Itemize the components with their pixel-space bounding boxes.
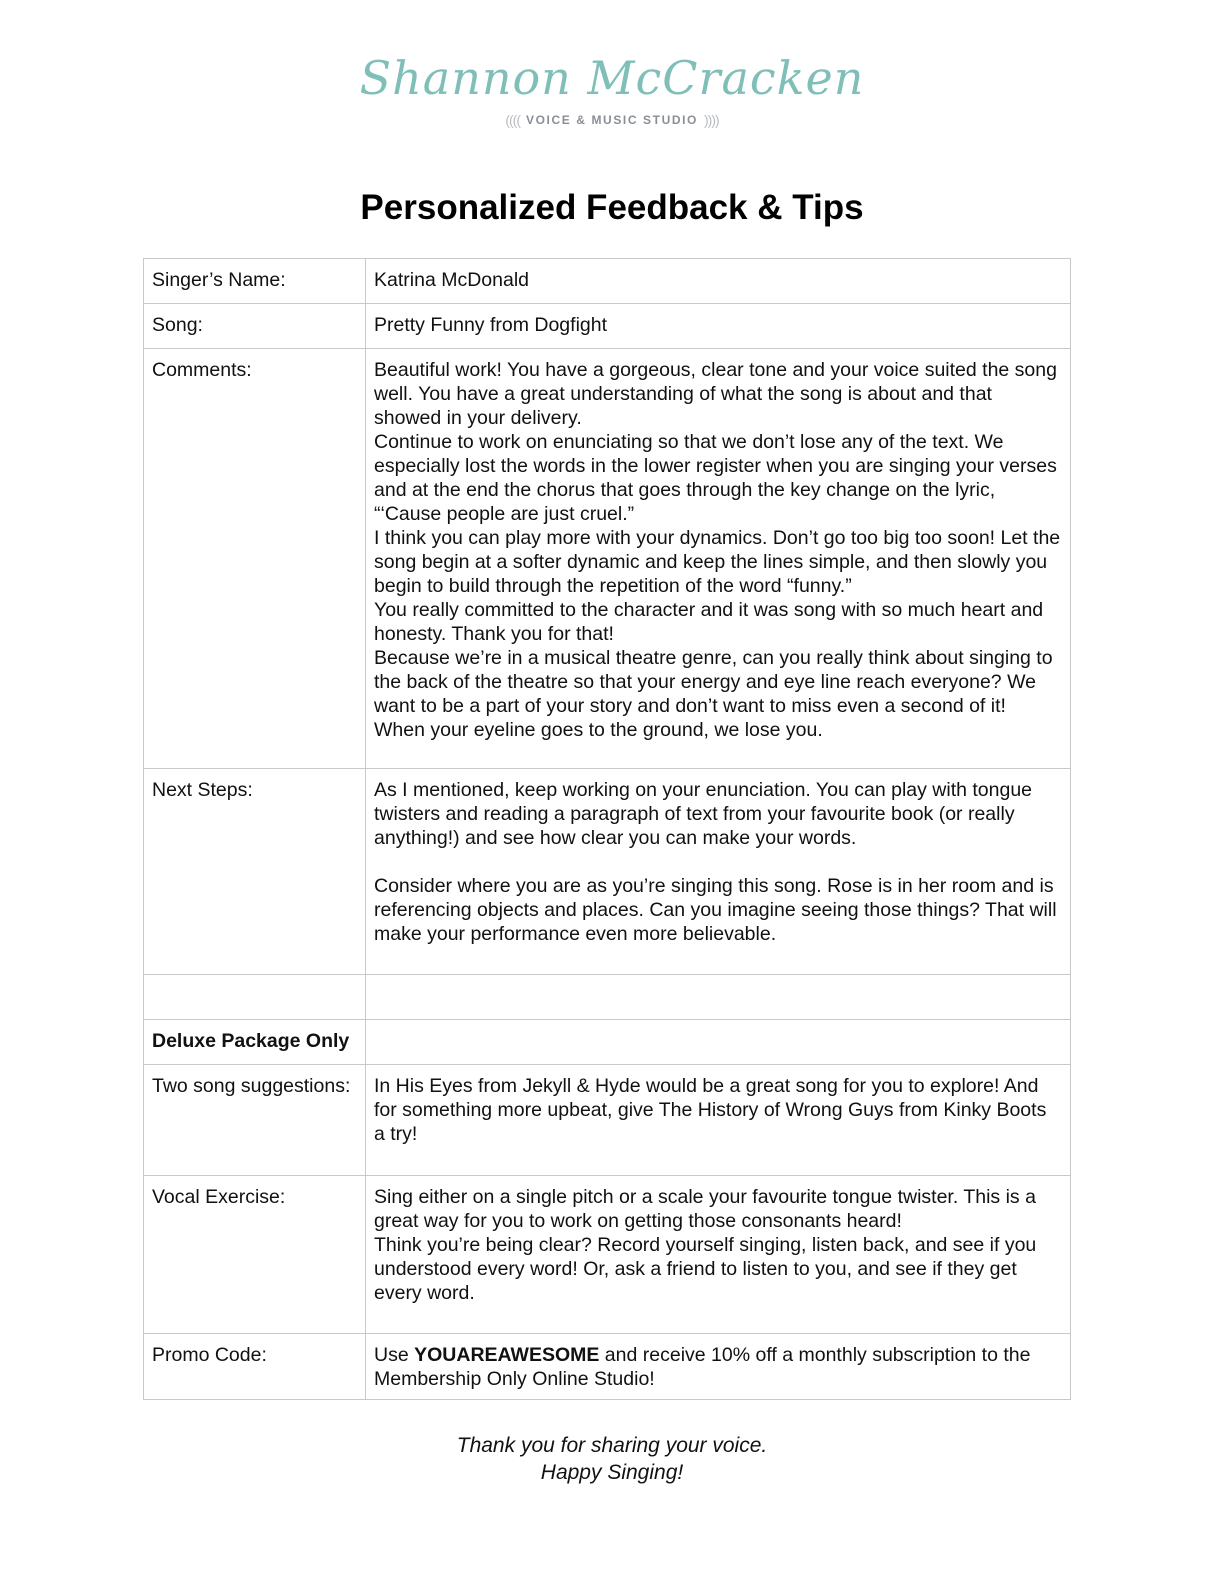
vocal-exercise-value	[366, 1176, 1071, 1334]
promo-code-value	[366, 1334, 1071, 1400]
paragraph-spacer	[374, 850, 1062, 874]
next-steps-label: Next Steps:	[144, 769, 366, 975]
feedback-table	[143, 258, 1071, 1400]
comment-paragraph: Because we’re in a musical theatre genre, can you really think about singing to the back of the theatre so that your energy and eye line reach everyone? We want to be a part of your story and don’t want to miss even a second of it! When your eyeline goes to the ground, we lose you.	[374, 647, 1053, 741]
row-next-steps	[144, 769, 1071, 975]
vocal-exercise-label: Vocal Exercise:	[144, 1176, 366, 1334]
row-vocal-exercise	[144, 1176, 1071, 1334]
comment-paragraph: I think you can play more with your dynamics. Don’t go too big too soon! Let the song begin at a softer dynamic and keep the lines simple, and then slowly you begin to build through the repetition of the word “funny.”	[374, 527, 1061, 597]
next-steps-paragraph: As I mentioned, keep working on your enunciation. You can play with tongue twisters and reading a paragraph of text from your favourite book (or really anything!) and see how clear you can make your words.	[374, 779, 1033, 849]
comments-label: Comments:	[144, 349, 366, 769]
song-label: Song:	[144, 304, 366, 349]
sound-wave-left-icon: ((((	[505, 112, 520, 128]
empty-cell	[366, 1020, 1071, 1065]
comment-paragraph: Continue to work on enunciating so that we don’t lose any of the text. We especially lost the words in the lower register when you are singing your verses and at the end the chorus that goes through the key change on the lyric, “‘Cause people are just cruel.”	[374, 431, 1057, 525]
row-promo-code	[144, 1334, 1071, 1400]
closing-message	[0, 1432, 1224, 1486]
song-suggestions-value: In His Eyes from Jekyll & Hyde would be a great song for you to explore! And for something more upbeat, give The History of Wrong Guys from Kinky Boots a try!	[366, 1065, 1071, 1176]
sound-wave-right-icon: ))))	[704, 112, 719, 128]
vocal-exercise-paragraph: Sing either on a single pitch or a scale your favourite tongue twister. This is a great way for you to work on getting those consonants heard!	[374, 1186, 1036, 1232]
promo-code: YOUAREAWESOME	[414, 1344, 600, 1366]
closing-line: Thank you for sharing your voice.	[456, 1434, 768, 1457]
promo-suffix: and receive 10% off a monthly subscription to the Membership Only Online Studio!	[374, 1344, 1031, 1390]
song-value: Pretty Funny from Dogfight	[366, 304, 1071, 349]
page-title: Personalized Feedback & Tips	[360, 188, 864, 227]
closing-line: Happy Singing!	[540, 1461, 684, 1484]
song-suggestions-label: Two song suggestions:	[144, 1065, 366, 1176]
vocal-exercise-paragraph: Think you’re being clear? Record yourself singing, listen back, and see if you understood every word! Or, ask a friend to listen to you, and see if they get every word.	[374, 1234, 1037, 1304]
logo-subtitle-row	[505, 112, 718, 128]
row-comments	[144, 349, 1071, 769]
row-empty	[144, 975, 1071, 1020]
logo-subtitle: VOICE & MUSIC STUDIO	[525, 113, 698, 127]
empty-cell	[144, 975, 366, 1020]
singer-name-value: Katrina McDonald	[366, 259, 1071, 304]
row-deluxe	[144, 1020, 1071, 1065]
next-steps-value	[366, 769, 1071, 975]
row-song-suggestions	[144, 1065, 1071, 1176]
next-steps-paragraph: Consider where you are as you’re singing this song. Rose is in her room and is referencing objects and places. Can you imagine seeing those things? That will make your performance even more believable.	[374, 875, 1057, 945]
row-singer-name	[144, 259, 1071, 304]
promo-code-label: Promo Code:	[144, 1334, 366, 1400]
studio-logo	[0, 48, 1224, 130]
comment-paragraph: Beautiful work! You have a gorgeous, clear tone and your voice suited the song well. You have a great understanding of what the song is about and that showed in your delivery.	[374, 359, 1057, 429]
comment-paragraph: You really committed to the character and it was song with so much heart and honesty. Thank you for that!	[374, 599, 1044, 645]
empty-cell	[366, 975, 1071, 1020]
logo-name: Shannon McCracken	[359, 51, 865, 105]
row-song	[144, 304, 1071, 349]
deluxe-package-label: Deluxe Package Only	[144, 1020, 366, 1065]
promo-prefix: Use	[374, 1344, 415, 1366]
singer-name-label: Singer’s Name:	[144, 259, 366, 304]
comments-value	[366, 349, 1071, 769]
